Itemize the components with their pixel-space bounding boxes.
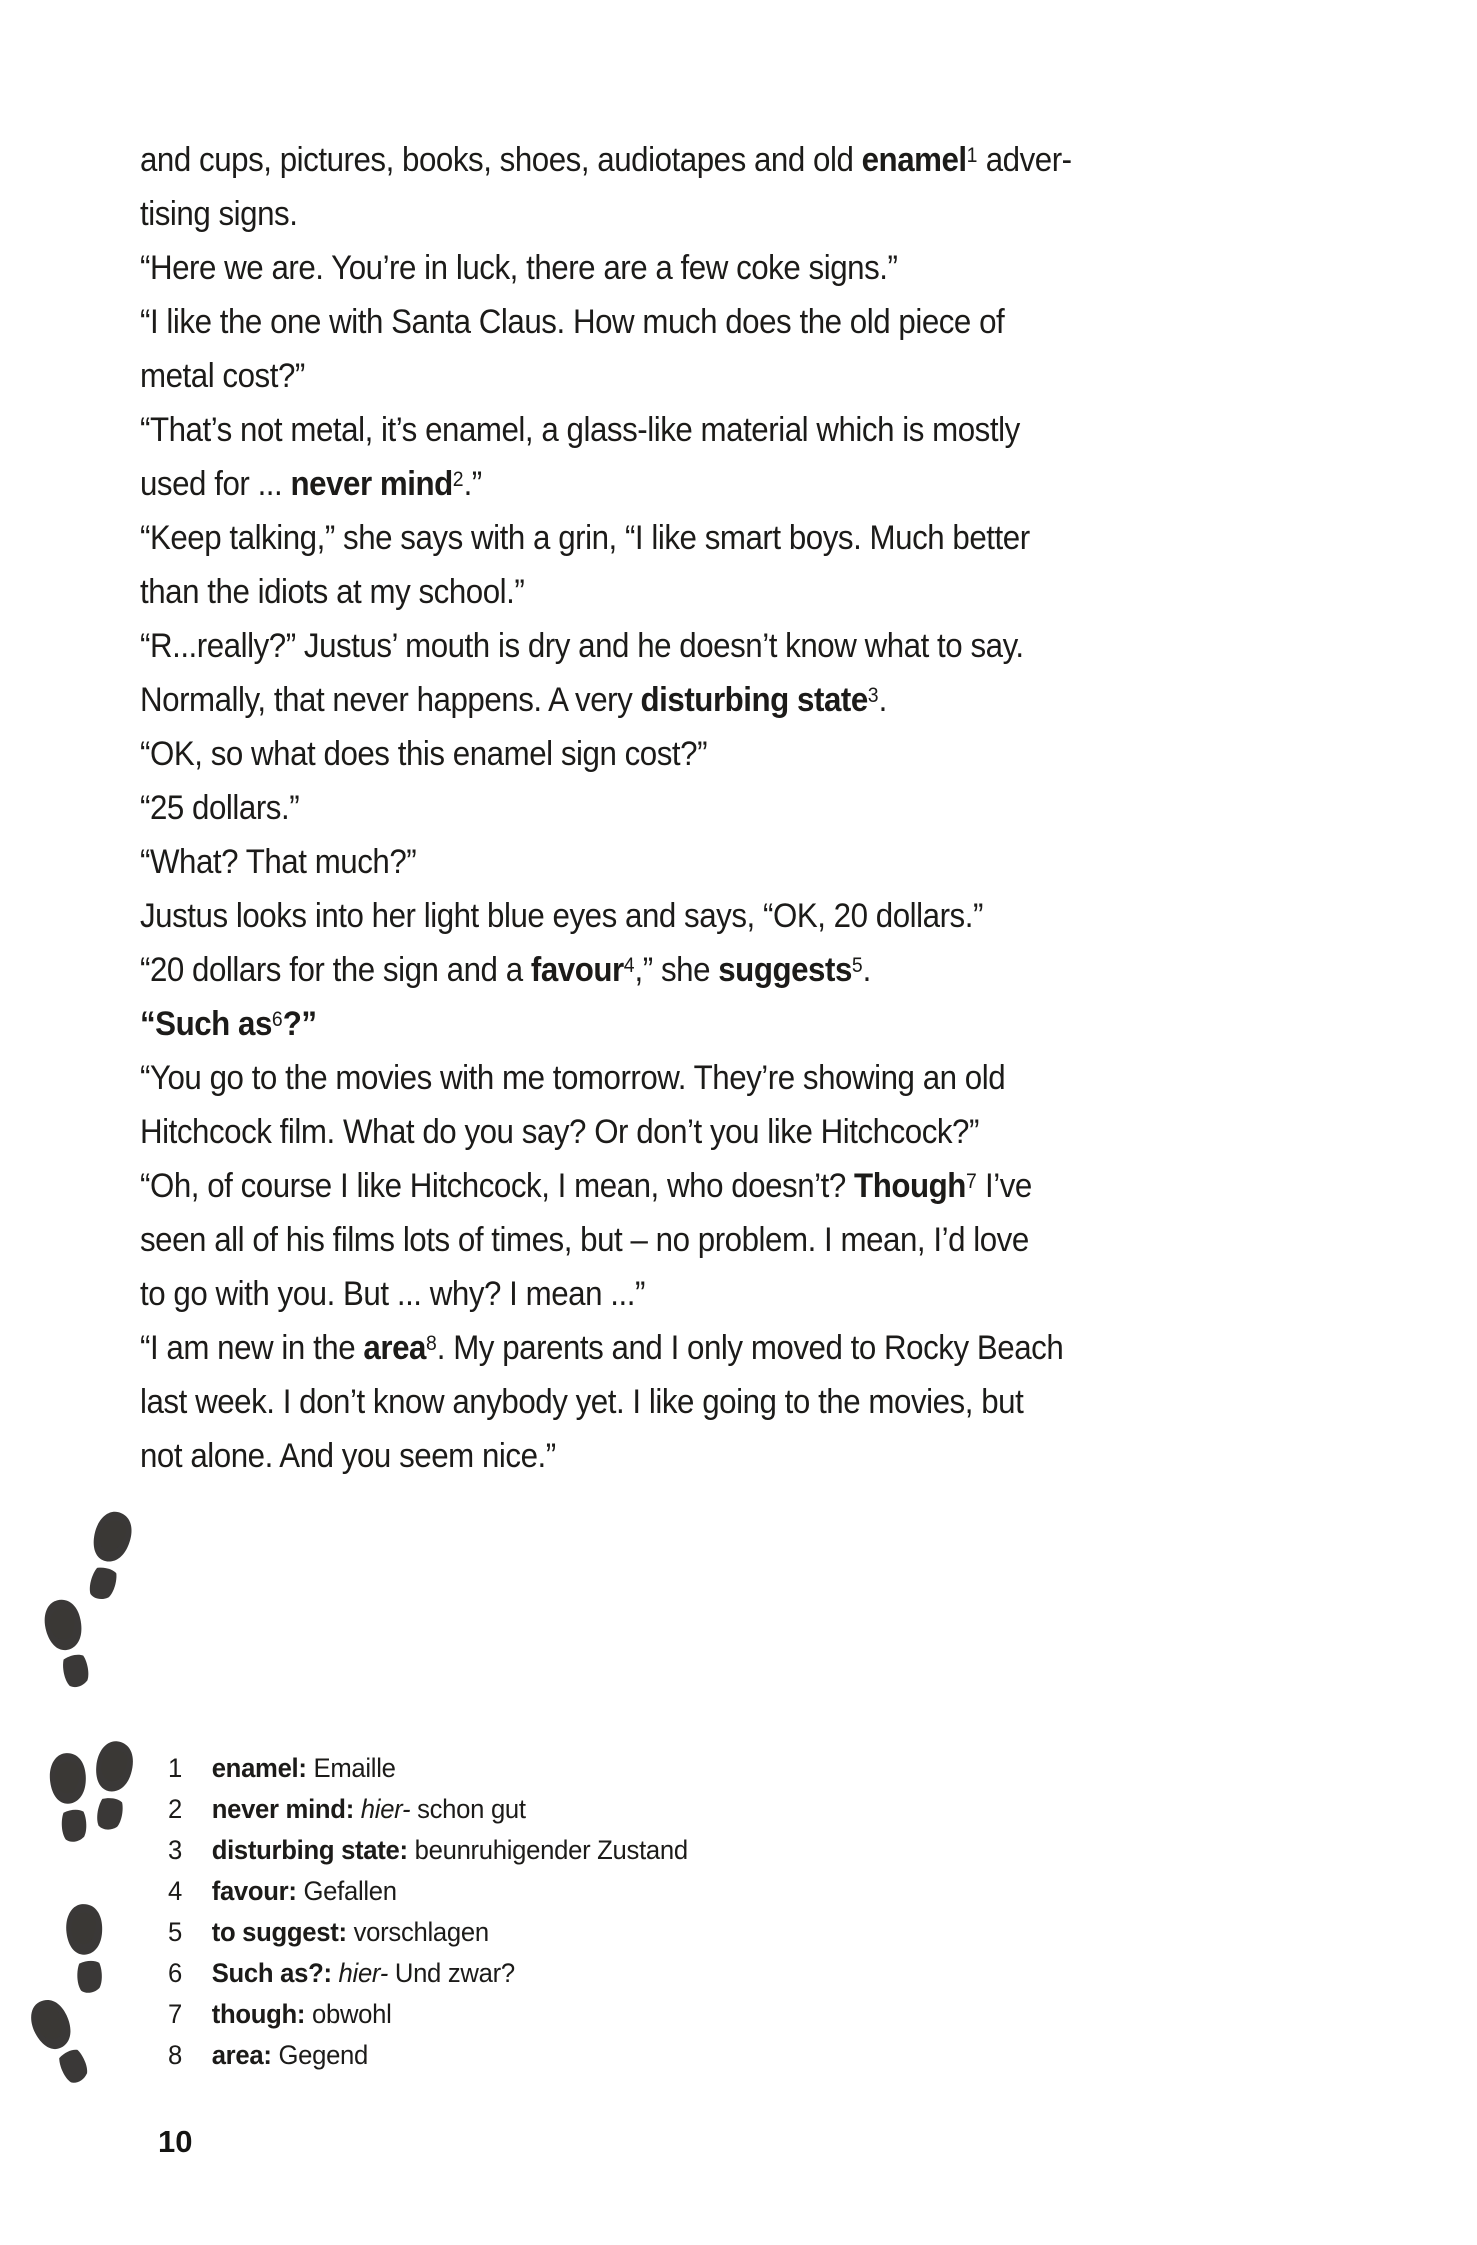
footnote-ref: 7 [965,1169,977,1193]
footnote-number: 6 [168,1958,182,1988]
footnote-number: 4 [168,1876,182,1906]
text-run: area [363,1329,426,1367]
text-run: to suggest: [211,1917,347,1947]
footnote-row [168,1871,688,1912]
text-run: seen all of his films lots of times, but – no problem. I mean, I’d love [140,1221,1029,1259]
story-line [140,1267,1072,1321]
text-run: hier- [338,1958,388,1988]
footprint-icon [60,1901,112,1996]
text-run: suggests [718,951,852,989]
text-run: schon gut [410,1794,526,1824]
story-line [140,349,1072,403]
footnote-ref: 4 [623,953,635,977]
text-run: favour: [211,1876,297,1906]
footnote-ref: 5 [851,953,863,977]
text-run: enamel [861,141,967,179]
story-line [140,1105,1072,1159]
footnote-number: 3 [168,1835,182,1865]
text-run: . [862,951,871,989]
text-run: Gefallen [296,1876,397,1906]
text-run: than the idiots at my school.” [140,573,525,611]
text-run: ,” she [634,951,719,989]
text-run: “That’s not metal, it’s enamel, a glass-like material which is mostly [140,411,1020,449]
story-line [140,133,1072,187]
story-line [140,1213,1072,1267]
story-line [140,1159,1072,1213]
text-run: area: [211,2040,272,2070]
story-line [140,187,1072,241]
footnote-ref: 6 [271,1007,283,1031]
text-run: “What? That much?” [140,843,417,881]
text-run: tising signs. [140,195,298,233]
footprint-icon [20,1991,101,2093]
text-run: “20 dollars for the sign and a [140,951,531,989]
footnote-row [168,1994,688,2035]
text-run: beunruhigender Zustand [407,1835,688,1865]
text-run: enamel: [211,1753,307,1783]
story-text [140,133,1072,1483]
text-run: “Oh, of course I like Hitchcock, I mean, who doesn’t? [140,1167,855,1205]
text-run: “I am new in the [140,1329,364,1367]
text-run: “You go to the movies with me tomorrow. They’re showing an old [140,1059,1006,1097]
text-run [354,1794,361,1824]
text-run: not alone. And you seem nice.” [140,1437,556,1475]
text-run: hier- [360,1794,411,1824]
text-run: Normally, that never happens. A very [140,681,641,719]
text-run: .” [463,465,482,503]
text-run: “R...really?” Justus’ mouth is dry and he doesn’t know what to say. [140,627,1024,665]
text-run: Emaille [306,1753,396,1783]
text-run: and cups, pictures, books, shoes, audiotapes and old [140,141,862,179]
page-number: 10 [158,2124,193,2159]
footprint-icon [85,1738,140,1835]
footnote-number: 1 [168,1753,182,1783]
footnote-row [168,1789,688,1830]
story-line [140,241,1072,295]
text-run: Such as?: [211,1958,332,1988]
footnote-ref: 1 [966,143,978,167]
text-run: used for ... [140,465,291,503]
text-run: Justus looks into her light blue eyes and says, “OK, 20 dollars.” [140,897,983,935]
text-run: “Here we are. You’re in luck, there are a few coke signs.” [140,249,898,287]
footnote-row [168,1830,688,1871]
text-run: vorschlagen [346,1917,489,1947]
story-line [140,727,1072,781]
text-run: Though [854,1167,966,1205]
story-line [140,781,1072,835]
text-run: adver- [977,141,1072,179]
footnotes [168,1748,688,2076]
footprint-icon [36,1594,101,1694]
footnote-ref: 8 [425,1331,437,1355]
text-run: to go with you. But ... why? I mean ...” [140,1275,645,1313]
text-run: “OK, so what does this enamel sign cost?” [140,735,708,773]
text-run: never mind [290,465,453,503]
text-run: Und zwar? [387,1958,515,1988]
story-line [140,1375,1072,1429]
story-line [140,889,1072,943]
text-run: never mind: [211,1794,354,1824]
story-line [140,835,1072,889]
story-line [140,457,1072,511]
text-run: Gegend [271,2040,369,2070]
story-line [140,511,1072,565]
story-line [140,1429,1072,1483]
text-run: “Keep talking,” she says with a grin, “I like smart boys. Much better [140,519,1030,557]
footnote-row [168,2035,688,2076]
text-run [332,1958,339,1988]
text-run: though: [211,1999,306,2029]
text-run: “25 dollars.” [140,789,300,827]
story-line [140,1051,1072,1105]
text-run: last week. I don’t know anybody yet. I like going to the movies, but [140,1383,1024,1421]
footnote-row [168,1748,688,1789]
footnote-row [168,1953,688,1994]
text-run: I’ve [976,1167,1032,1205]
footnote-number: 8 [168,2040,182,2070]
story-line [140,943,1072,997]
text-run: obwohl [305,1999,392,2029]
story-line [140,565,1072,619]
text-run: . My parents and I only moved to Rocky Beach [436,1329,1064,1367]
story-line [140,673,1072,727]
footnote-ref: 2 [452,467,464,491]
text-run: . [878,681,887,719]
story-line [140,295,1072,349]
text-run: Hitchcock film. What do you say? Or don’t you like Hitchcock?” [140,1113,979,1151]
footnote-number: 5 [168,1917,182,1947]
text-run: disturbing state: [211,1835,408,1865]
footnote-number: 2 [168,1794,182,1824]
text-run: disturbing state [640,681,868,719]
story-line [140,619,1072,673]
footprint-icon [76,1506,140,1606]
text-run: “Such as [140,1005,272,1043]
text-run: “I like the one with Santa Claus. How much does the old piece of [140,303,1005,341]
story-line [140,403,1072,457]
story-line [140,997,1072,1051]
text-run: ?” [282,1005,317,1043]
footnote-ref: 3 [867,683,879,707]
footnote-row [168,1912,688,1953]
footnote-number: 7 [168,1999,182,2029]
story-line [140,1321,1072,1375]
text-run: metal cost?” [140,357,305,395]
text-run: favour [530,951,624,989]
